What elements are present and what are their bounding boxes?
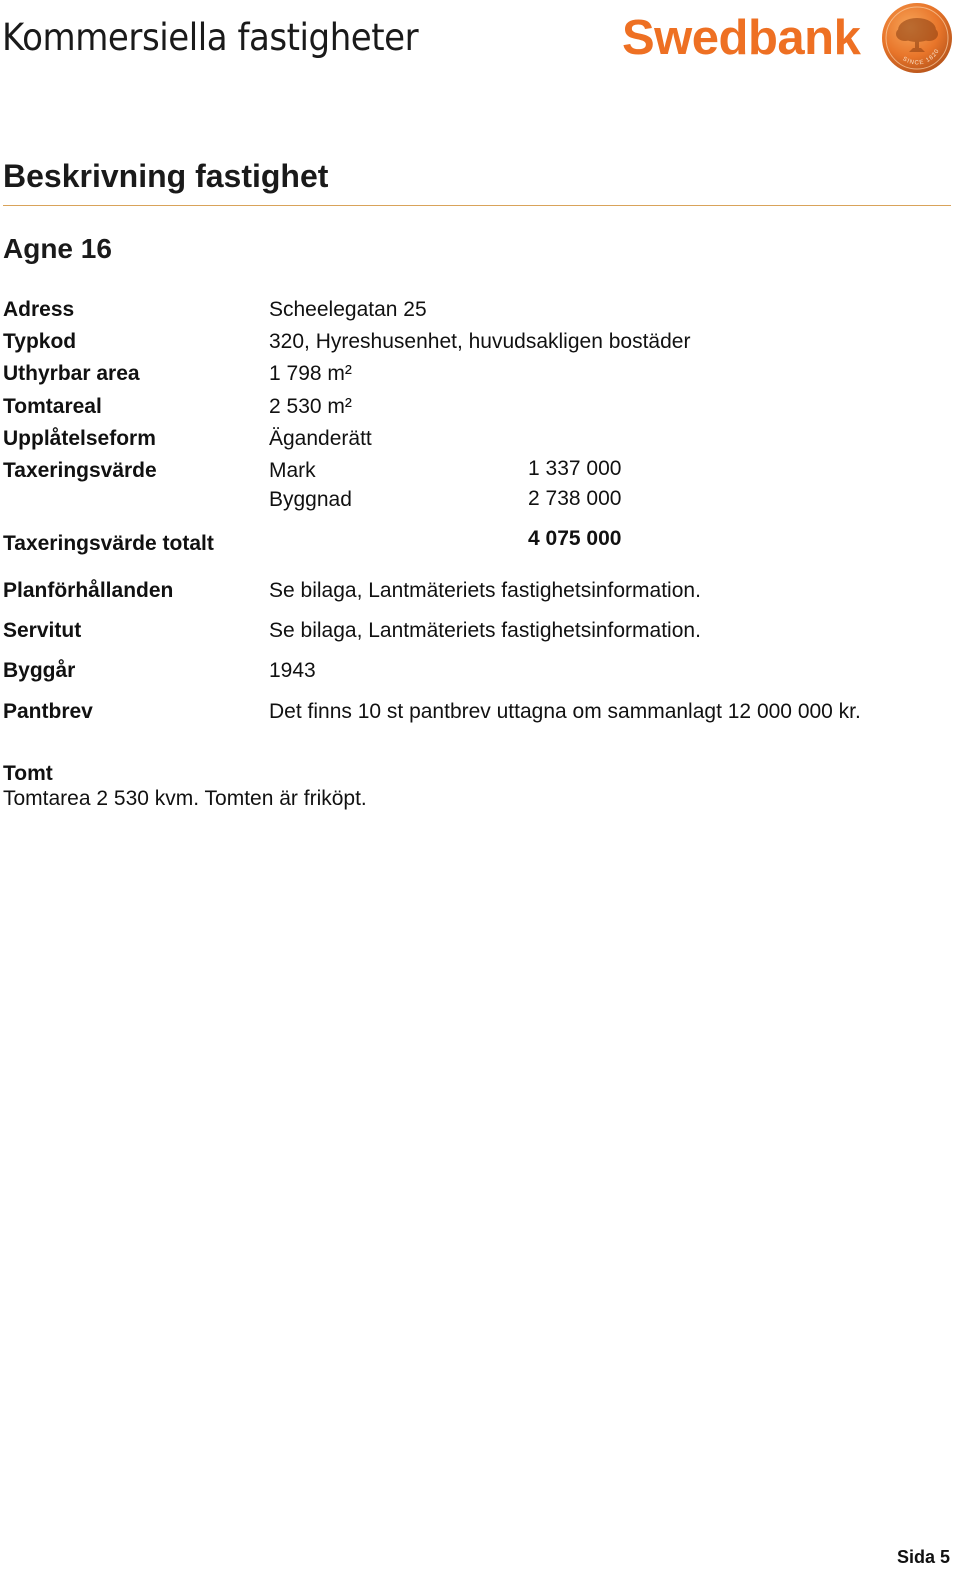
label-tomtareal: Tomtareal	[3, 395, 102, 418]
value-servitut: Se bilaga, Lantmäteriets fastighetsinformation.	[269, 619, 701, 642]
label-upplatelseform: Upplåtelseform	[3, 427, 156, 450]
label-adress: Adress	[3, 298, 75, 321]
page-number: Sida 5	[896, 1547, 950, 1567]
header-title: Kommersiella fastigheter	[2, 16, 419, 59]
property-name: Agne 16	[3, 233, 112, 264]
value-uthyrbar-area: 1 798 m²	[269, 362, 352, 385]
label-byggnad: Byggnad	[269, 488, 352, 511]
label-pantbrev: Pantbrev	[3, 700, 93, 723]
tomt-heading: Tomt	[3, 762, 53, 785]
value-byggar: 1943	[269, 659, 316, 682]
label-planforhallanden: Planförhållanden	[3, 579, 174, 602]
value-taxeringsvarde-totalt: 4 075 000	[528, 527, 622, 550]
value-mark: 1 337 000	[528, 457, 622, 480]
seal-text: SINCE 1820	[901, 47, 941, 67]
label-byggar: Byggår	[3, 659, 76, 682]
value-tomtareal: 2 530 m²	[269, 395, 352, 418]
label-servitut: Servitut	[3, 619, 82, 642]
swedbank-logo	[622, 2, 954, 78]
logo-wordmark: Swedbank	[622, 11, 861, 65]
tomt-text: Tomtarea 2 530 kvm. Tomten är friköpt.	[3, 787, 367, 810]
value-planforhallanden: Se bilaga, Lantmäteriets fastighetsinformation.	[269, 579, 701, 602]
oak-tree-seal-icon	[881, 2, 953, 74]
label-uthyrbar-area: Uthyrbar area	[3, 362, 140, 385]
section-heading: Beskrivning fastighet	[3, 158, 329, 194]
value-byggnad: 2 738 000	[528, 487, 622, 510]
label-mark: Mark	[269, 459, 316, 482]
label-taxeringsvarde-totalt: Taxeringsvärde totalt	[3, 532, 214, 555]
value-upplatelseform: Äganderätt	[269, 427, 372, 450]
value-adress: Scheelegatan 25	[269, 298, 427, 321]
label-typkod: Typkod	[3, 330, 77, 353]
value-typkod: 320, Hyreshusenhet, huvudsakligen bostäder	[269, 330, 691, 353]
label-taxeringsvarde: Taxeringsvärde	[3, 459, 157, 482]
value-pantbrev: Det finns 10 st pantbrev uttagna om sammanlagt 12 000 000 kr.	[269, 700, 861, 723]
divider	[3, 205, 951, 206]
